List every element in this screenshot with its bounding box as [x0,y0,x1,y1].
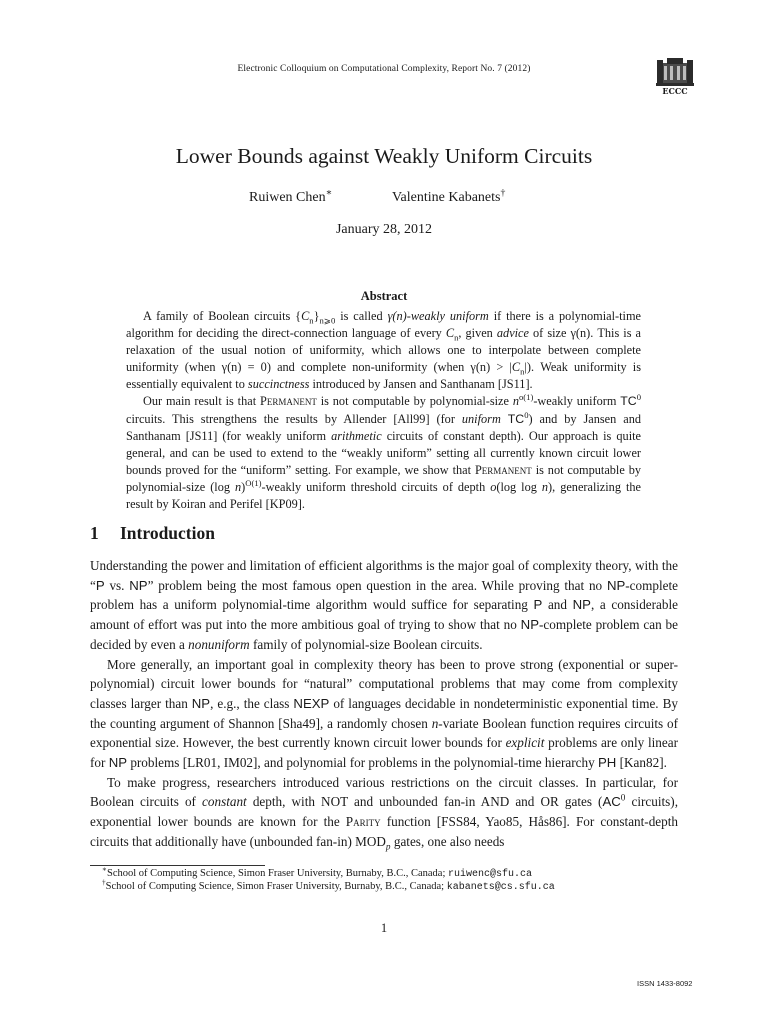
eccc-logo [655,57,695,95]
email-kabanets: kabanets@cs.sfu.ca [446,882,555,893]
abstract-paragraph-2: Our main result is that Permanent is not computable by polynomial-size $n^{o(1)}$-weakly uniform $TC^0$ circuits. This strengthens the results by Allender [All99] (for uniform $TC^0$) and by Jansen and Santhanam [JS11] (for weakly uniform arithmetic circuits of constant depth). Our approach is quite general, and can be used to extend to the “weakly uniform” setting all currently known circuit lower bounds proved for the “uniform” setting. For example, we show that Permanent is not computable by polynomial-size (log n)$^{O(1)}$-weakly uniform threshold circuits of depth o(log log n), generalizing the result by Koiran and Perifel [KP09]. [126,392,641,512]
author-kabanets [392,187,506,206]
author-chen [249,187,333,206]
abstract-body [126,308,641,513]
issn-label: ISSN 1433-8092 [637,979,693,988]
paper-date: January 28, 2012 [335,222,433,237]
eccc-logo-text: ECCC [662,86,688,95]
author-chen-mark: ∗ [325,187,333,199]
author-chen-name: Ruiwen Chen [249,190,326,205]
footnote-rule [90,865,265,866]
section-heading-introduction [90,523,215,544]
abstract-paragraph-1: A family of Boolean circuits $\{C_n\}_{n⩾0}$ is called γ(n)-weakly uniform if there is a polynomial-time algorithm for deciding the direct-connection language of every $C_n$, given advice of size γ(n). This is a relaxation of the usual notion of uniformity, which allows one to interpolate between complete uniformity (when γ(n) = 0) and complete non-uniformity (when $\gamma(n) > |C_n|$). Weak uniformity is essentially equivalent to succinctness introduced by Jansen and Santhanam [JS11]. [126,309,641,392]
author-kabanets-name: Valentine Kabanets [392,190,501,205]
intro-paragraph-3: To make progress, researchers introduced various restrictions on the circuit classes. In particular, for Boolean circuits of constant depth, with NOT and unbounded fan-in AND and OR gates ($AC^0$ circuits), exponential lower bounds are known for the Parity function [FSS84, Yao85, Hås86]. For constant-depth circuits that additionally have (unbounded fan-in) $MOD_p$ gates, one also needs [90,774,678,852]
paper-title: Lower Bounds against Weakly Uniform Circuits [175,144,593,168]
section-title: Introduction [120,523,215,543]
intro-paragraph-1: Understanding the power and limitation of efficient algorithms is the major goal of complexity theory, with the “P vs. NP” problem being the most famous open question in the area. While proving that no NP-complete problem has a uniform polynomial-time algorithm would suffice for separating P and NP, a considerable amount of effort was put into the more ambitious goal of trying to show that no NP-complete problem can be decided by even a nonuniform family of polynomial-size Boolean circuits. [90,558,678,652]
page-number: 1 [380,921,388,935]
intro-paragraph-2: More generally, an important goal in complexity theory has been to prove strong (exponential or super-polynomial) circuit lower bounds for “natural” computational problems that may come from complexity classes larger than NP, e.g., the class NEXP of languages decidable in nondeterministic exponential time. By the counting argument of Shannon [Sha49], a randomly chosen n-variate Boolean function requires circuits of exponential size. However, the best currently known circuit lower bounds for explicit problems are only linear for NP problems [LR01, IM02], and polynomial for problems in the polynomial-time hierarchy PH [Kan82]. [90,656,678,771]
abstract-heading: Abstract [360,289,408,303]
footnote-chen: ∗School of Computing Science, Simon Fraser University, Burnaby, B.C., Canada; ruiwenc@sfu.ca [102,864,533,880]
introduction-body [90,556,678,852]
footnote-kabanets: †School of Computing Science, Simon Fraser University, Burnaby, B.C., Canada; kabanets@cs.sfu.ca [102,877,555,893]
email-chen: ruiwenc@sfu.ca [448,869,533,880]
section-number: 1 [90,523,99,543]
author-kabanets-mark: † [500,187,506,199]
colloquium-header: Electronic Colloquium on Computational Complexity, Report No. 7 (2012) [237,64,531,74]
